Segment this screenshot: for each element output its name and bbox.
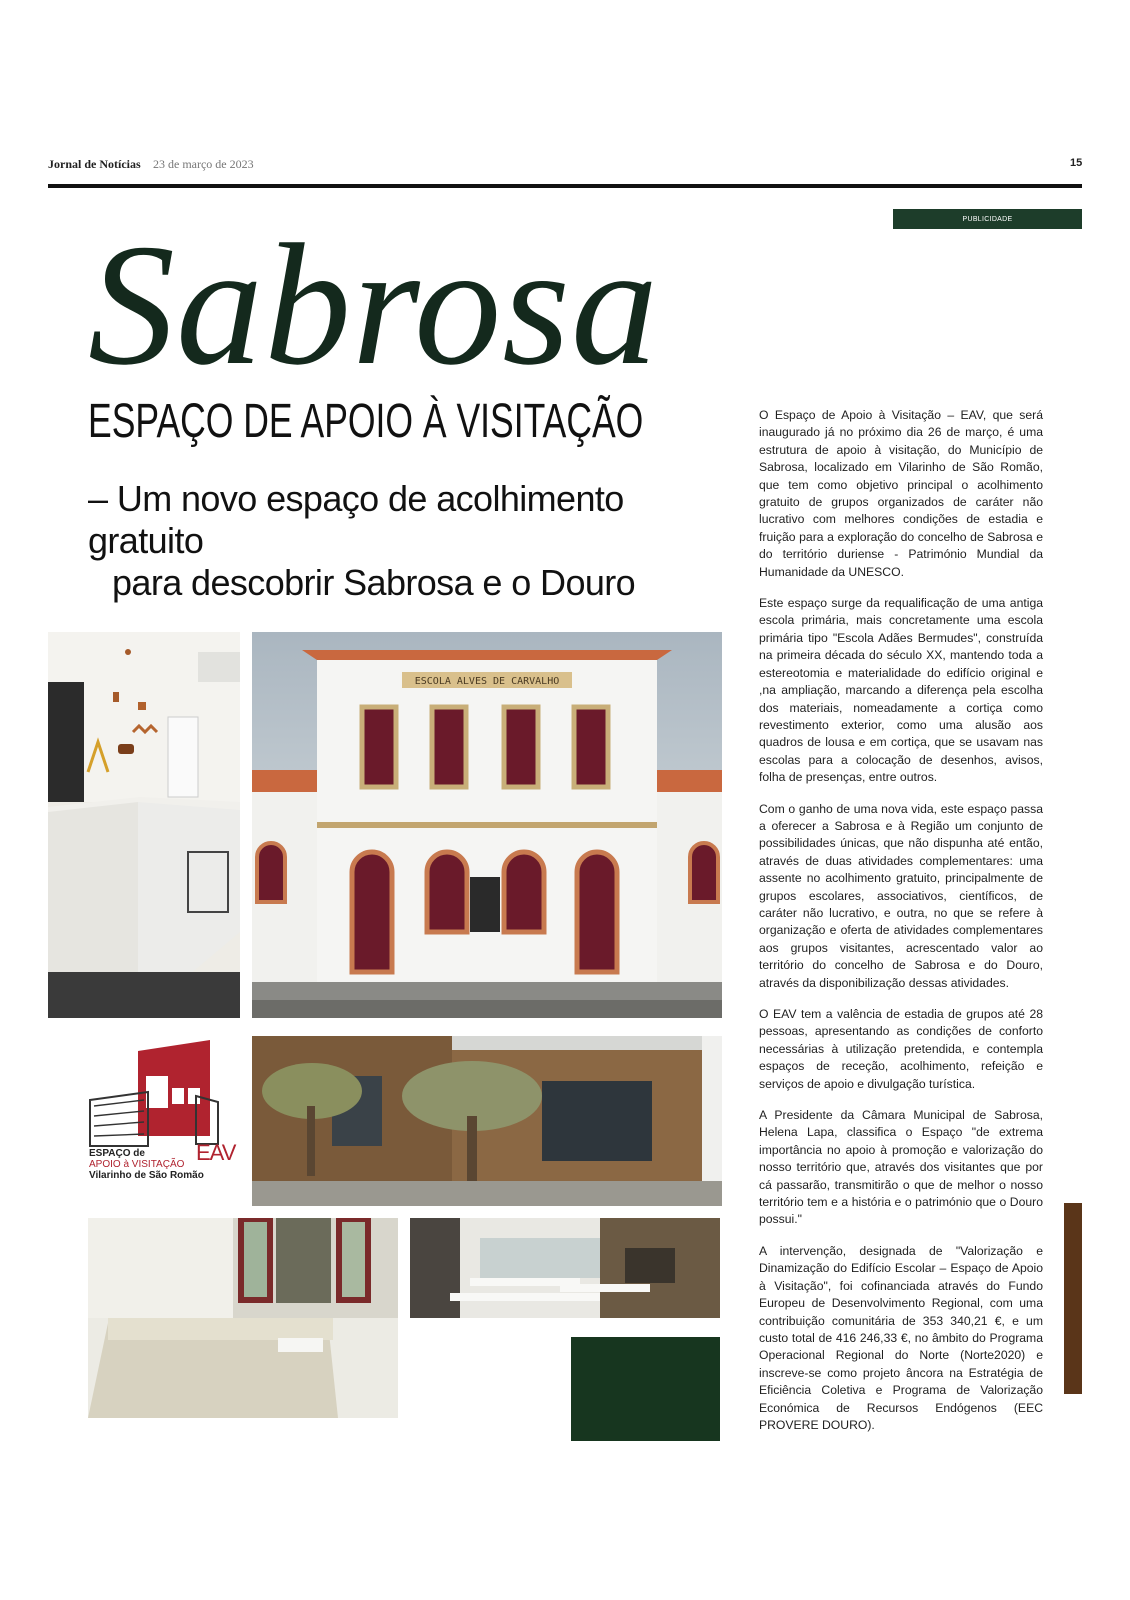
eav-logo (88, 1036, 238, 1196)
school-sign-text: ESCOLA ALVES DE CARVALHO (414, 676, 560, 687)
advertising-tag: PUBLICIDADE (893, 209, 1082, 229)
newspaper-name: Jornal de Notícias (48, 157, 141, 171)
photo-dining-room (410, 1218, 720, 1318)
headline: ESPAÇO DE APOIO À VISITAÇÃO (88, 395, 644, 448)
paragraph: Com o ganho de uma nova vida, este espaço passa a oferecer a Sabrosa e à Região um conjunto de possibilidades únicas, que não dispunha até então, através de duas atividades complementares: uma assente no acolhimento gratuito, principalmente de grupos escolares, associativos, científicos, de caráter não lucrativo, e outra, no que se refere à organização e oferta de atividades complementares aos grupos visitantes, acrescentado valor ao território do concelho de Sabrosa e do Douro, através da disponibilização dessas atividades. (759, 801, 1043, 990)
paragraph: O Espaço de Apoio à Visitação – EAV, que será inaugurado já no próximo dia 26 de março, é uma estrutura de apoio à visitação, do Município de Sabrosa, localizado em Vilarinho de São Romão, que tem como objetivo principal o acolhimento gratuito de grupos organizados de caráter não lucrativo com melhores condições de estadia e fruição para a exploração do concelho de Sabrosa e do território duriense - Património Mundial da Humanidade da UNESCO. (759, 408, 1043, 579)
photo-school-facade (252, 632, 722, 1018)
photo-interior-reception (48, 632, 240, 1018)
header-rule (48, 184, 1082, 188)
issue-date: 23 de março de 2023 (153, 157, 254, 171)
decorative-brown-bar (1064, 1203, 1082, 1394)
photo-cork-extension (252, 1036, 722, 1206)
page-number: 15 (1070, 157, 1083, 169)
subtitle-line-2: para descobrir Sabrosa e o Douro (112, 562, 636, 603)
paragraph: Este espaço surge da requalificação de uma antiga escola primária, mais concretamente uma escola primária tipo "Escola Adães Bermudes", construída na primeira década do século XX, mantendo toda a estereotomia e materialidade do edifício original e ,na ampliação, marcando a diferença pela escolha dos materiais, nomeadamente a cortiça como revestimento exterior, como uma alusão aos quadros de lousa e em cortiça, que se usavam nas escolas para a colocação de desenhos, avisos, folha de presenças, entre outros. (759, 596, 1043, 785)
logo-line-2: APOIO à VISITAÇÃO (89, 1159, 185, 1170)
decorative-green-block (571, 1337, 720, 1441)
main-title: Sabrosa (88, 208, 659, 401)
paragraph: O EAV tem a valência de estadia de grupos até 28 pessoas, apresentando as condições de conforto necessárias à utilização pretendida, e contempla espaços de receção, acolhimento, refeição e serviços de apoio e divulgação turística. (759, 1007, 1043, 1091)
article-body (759, 407, 1043, 1448)
subtitle-line-1: – Um novo espaço de acolhimento gratuito (88, 478, 624, 561)
logo-line-3: Vilarinho de São Romão (89, 1170, 204, 1181)
paragraph: A intervenção, designada de "Valorização e Dinamização do Edifício Escolar – Espaço de Apoio à Visitação", foi cofinanciada através do Fundo Europeu de Desenvolvimento Regional, com uma contribuição comunitária de 353 340,21 €, e um custo total de 416 246,33 €, no âmbito do Programa Operacional Regional do Norte (Norte2020) e inscreve-se como projeto âncora na Estratégia de Eficiência Coletiva e Programa de Valorização Económica de Recursos Endógenos (EEC PROVERE DOURO). (759, 1243, 1043, 1432)
logo-line-1: ESPAÇO de (89, 1148, 145, 1159)
paragraph: A Presidente da Câmara Municipal de Sabrosa, Helena Lapa, classifica o Espaço "de extrema importância no apoio à promoção e valorização do nosso território que, através dos visitantes que por cá passarão, transmitirão o que de melhor o nosso território tem e a história e o património que o Douro possui." (759, 1108, 1043, 1227)
photo-bedroom (88, 1218, 398, 1418)
logo-letters: EAV (196, 1140, 236, 1165)
subtitle (88, 478, 748, 604)
